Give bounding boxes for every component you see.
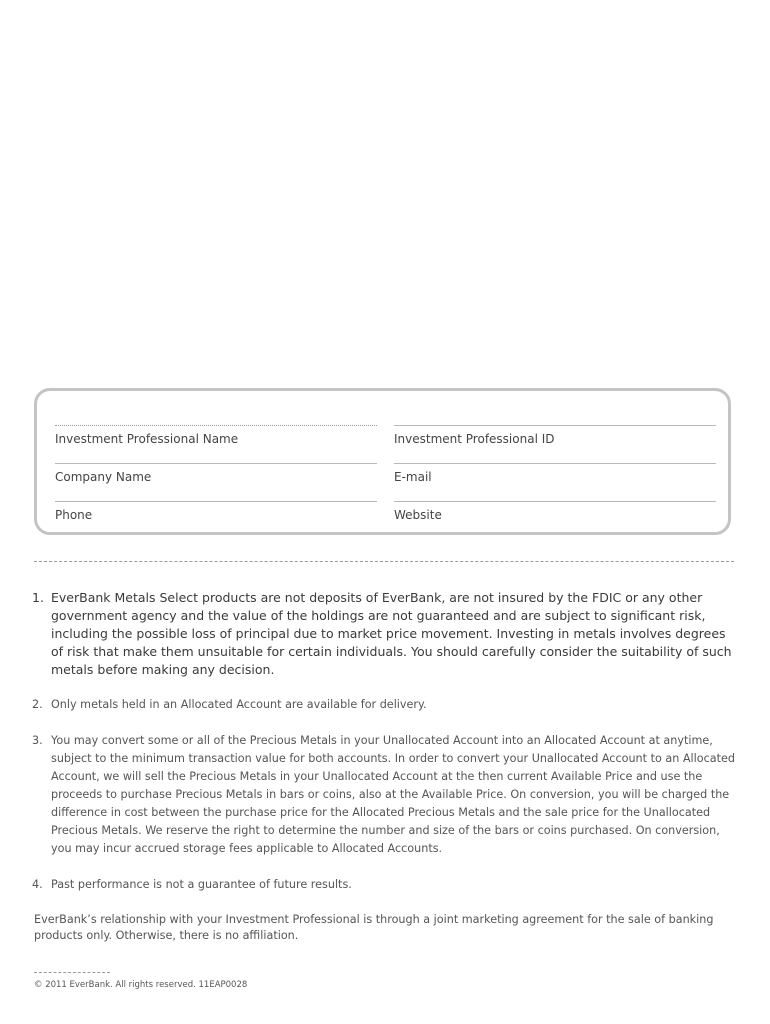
website-line[interactable] xyxy=(394,501,716,502)
note-text: You may convert some or all of the Precious Metals in your Unallocated Account into an Allocated Account at anytime, subject to the minimum transaction value for both accounts. In order to convert your Unallocated Account to an Allocated Account, we will sell the Precious Metals in your Unallocated Account at the then current Available Price and use the proceeds to purchase Precious Metals in bars or coins, also at the Available Price. On conversion, you will be charged the difference in cost between the purchase price for the Allocated Precious Metals and the sale price for the Unallocated Precious Metals. We reserve the right to determine the number and size of the bars or coins purchased. On conversion, you may incur accrued storage fees applicable to Allocated Accounts. xyxy=(51,734,735,855)
note-number: 3. xyxy=(32,734,43,747)
name-signature-line[interactable] xyxy=(55,425,377,426)
email-line[interactable] xyxy=(394,463,716,464)
investment-professional-name-field[interactable] xyxy=(55,425,377,446)
website-label: Website xyxy=(394,508,442,522)
company-name-line[interactable] xyxy=(55,463,377,464)
email-label: E-mail xyxy=(394,470,432,484)
cut-line-divider xyxy=(34,561,734,562)
note-text: EverBank Metals Select products are not deposits of EverBank, are not insured by the FDIC or any other government agency and the value of the holdings are not guaranteed and are subject to significant risk, including the possible loss of principal due to market price movement. Investing in metals involves degrees of risk that make them unsuitable for certain individuals. You should carefully consider the suitability of such metals before making any decision. xyxy=(51,590,732,677)
phone-field[interactable] xyxy=(55,501,377,522)
company-name-field[interactable] xyxy=(55,463,377,484)
footer-rule xyxy=(34,972,110,973)
email-field[interactable] xyxy=(394,463,716,484)
disclosure-notes-list xyxy=(32,589,738,912)
investment-professional-form xyxy=(34,388,731,535)
company-name-label: Company Name xyxy=(55,470,152,484)
note-number: 4. xyxy=(32,878,43,891)
disclosure-note-3 xyxy=(32,732,738,858)
phone-line[interactable] xyxy=(55,501,377,502)
note-number: 2. xyxy=(32,698,43,711)
copyright-notice: © 2011 EverBank. All rights reserved. 11EAP0028 xyxy=(34,980,248,990)
disclosure-note-1 xyxy=(32,589,738,679)
note-text: Only metals held in an Allocated Account are available for delivery. xyxy=(51,698,427,711)
website-field[interactable] xyxy=(394,501,716,522)
id-signature-line[interactable] xyxy=(394,425,716,426)
investment-professional-id-label: Investment Professional ID xyxy=(394,432,555,446)
investment-professional-name-label: Investment Professional Name xyxy=(55,432,239,446)
note-text: Past performance is not a guarantee of future results. xyxy=(51,878,352,891)
investment-professional-id-field[interactable] xyxy=(394,425,716,446)
disclosure-note-4 xyxy=(32,876,738,894)
affiliation-disclaimer: EverBank’s relationship with your Investment Professional is through a joint marketing agreement for the sale of banking products only. Otherwise, there is no affiliation. xyxy=(34,913,714,942)
phone-label: Phone xyxy=(55,508,93,522)
disclosure-note-2 xyxy=(32,696,738,714)
note-number: 1. xyxy=(32,590,44,605)
